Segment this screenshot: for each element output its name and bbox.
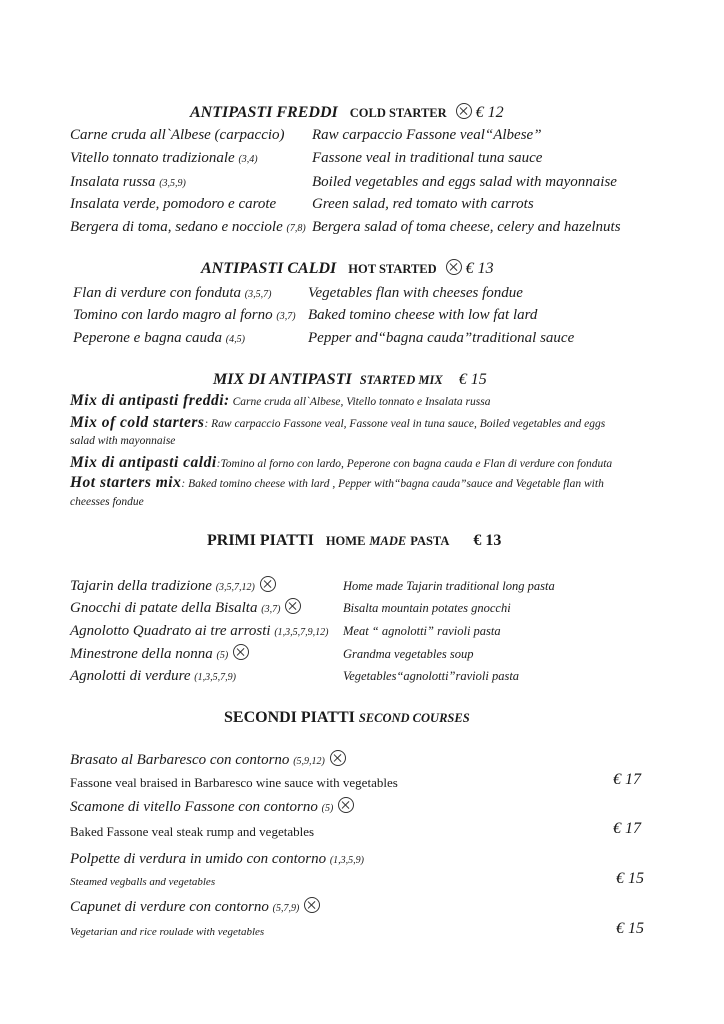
mix-description: : Raw carpaccio Fassone veal, Fassone veal in tuna sauce, Boiled vegetables and eggs	[204, 418, 606, 430]
menu-item-italian	[70, 598, 301, 620]
allergens: (5,7,9)	[272, 903, 300, 914]
menu-item-english: Baked tomino cheese with low fat lard	[308, 307, 538, 323]
heading-subtitle: COLD STARTER	[349, 106, 447, 120]
menu-item-english: Grandma vegetables soup	[343, 647, 474, 661]
item-name: Scamone di vitello Fassone con contorno	[70, 799, 318, 815]
heading-title: SECONDI PIATTI	[224, 709, 355, 726]
menu-item-english: Green salad, red tomato with carrots	[312, 196, 534, 212]
menu-item-italian	[70, 849, 364, 871]
menu-item-italian	[73, 328, 245, 350]
item-name: Insalata russa	[70, 174, 156, 190]
mix-item	[70, 473, 604, 494]
allergens: (3,5,7,12)	[215, 582, 255, 593]
section-heading-antipasti-caldi	[201, 259, 494, 279]
item-name: Gnocchi di patate della Bisalta	[70, 600, 258, 616]
heading-subtitle: HOT STARTED	[348, 262, 437, 276]
mix-label: Mix of cold starters	[70, 414, 205, 431]
allergens: (3,7)	[261, 604, 281, 615]
section-heading-mix-antipasti	[213, 370, 487, 390]
menu-item-italian	[70, 217, 306, 239]
item-name: Polpette di verdura in umido con contorno	[70, 851, 327, 867]
crossed-circle-icon	[260, 576, 276, 592]
item-price: € 17	[613, 820, 641, 837]
item-name: Capunet di verdure con contorno	[70, 899, 269, 915]
crossed-circle-icon	[330, 750, 346, 766]
crossed-circle-icon	[456, 103, 472, 119]
heading-subtitle: SECOND COURSES	[358, 711, 470, 725]
heading-title: MIX DI ANTIPASTI	[213, 371, 352, 388]
menu-item-english: Vegetables“agnolotti”ravioli pasta	[343, 669, 520, 683]
item-price: € 17	[613, 771, 641, 788]
crossed-circle-icon	[446, 259, 462, 275]
mix-description: Carne cruda all`Albese, Vitello tonnato e Insalata russa	[229, 396, 491, 408]
menu-item-english: Home made Tajarin traditional long pasta	[343, 579, 555, 593]
crossed-circle-icon	[233, 644, 249, 660]
menu-item-english: Fassone veal in traditional tuna sauce	[312, 150, 543, 166]
heading-price: € 13	[465, 260, 494, 277]
heading-price: € 13	[473, 532, 502, 549]
menu-item-italian	[70, 172, 186, 194]
menu-item-english: Pepper and“bagna cauda”traditional sauce	[308, 330, 575, 346]
allergens: (5,9,12)	[293, 756, 325, 767]
allergens: (7,8)	[286, 223, 306, 234]
menu-item-italian	[73, 283, 271, 305]
item-price: € 15	[616, 870, 644, 887]
menu-item-italian	[70, 644, 249, 666]
menu-item-italian	[70, 797, 354, 819]
item-name: Vitello tonnato tradizionale	[70, 150, 235, 166]
mix-label: Mix di antipasti freddi:	[70, 392, 230, 409]
item-name: Bergera di toma, sedano e nocciole	[70, 219, 283, 235]
crossed-circle-icon	[285, 598, 301, 614]
menu-item-english: Meat “ agnolotti” ravioli pasta	[343, 624, 501, 638]
menu-item-english: Steamed vegballs and vegetables	[70, 876, 216, 888]
section-heading-secondi	[224, 708, 470, 728]
allergens: (3,5,7)	[244, 289, 272, 300]
menu-item-english: Bisalta mountain potates gnocchi	[343, 601, 511, 615]
heading-title: PRIMI PIATTI	[207, 532, 314, 549]
item-name: Brasato al Barbaresco con contorno	[70, 752, 290, 768]
heading-title: ANTIPASTI FREDDI	[190, 104, 338, 121]
item-name: Insalata verde, pomodoro e carote	[70, 196, 277, 212]
section-heading-primi	[207, 531, 501, 551]
allergens: (5)	[321, 803, 334, 814]
item-name: Agnolotti di verdure	[70, 668, 191, 684]
menu-item-italian	[70, 750, 346, 772]
heading-subtitle: MADE	[369, 534, 407, 548]
menu-item-italian	[70, 576, 276, 598]
allergens: (3,5,9)	[159, 178, 186, 189]
mix-label: Mix di antipasti caldi	[70, 454, 217, 471]
allergens: (1,3,5,9)	[329, 855, 364, 866]
item-name: Tomino con lardo magro al forno	[73, 307, 273, 323]
mix-description-continued: cheesses fondue	[70, 496, 144, 508]
allergens: (1,3,5,7,9,12)	[274, 627, 329, 638]
menu-item-italian	[73, 305, 296, 327]
menu-item-english: Baked Fassone veal steak rump and vegetables	[70, 824, 315, 839]
heading-subtitle: PASTA	[410, 534, 450, 548]
mix-label: Hot starters mix	[70, 474, 182, 491]
crossed-circle-icon	[304, 897, 320, 913]
item-name: Peperone e bagna cauda	[73, 330, 222, 346]
heading-price: € 15	[458, 371, 487, 388]
item-name: Agnolotto Quadrato ai tre arrosti	[70, 623, 271, 639]
menu-item-english: Raw carpaccio Fassone veal“Albese”	[312, 127, 542, 143]
mix-item	[70, 391, 490, 412]
menu-item-italian	[70, 194, 276, 214]
item-name: Carne cruda all`Albese (carpaccio)	[70, 127, 285, 143]
heading-subtitle: STARTED MIX	[359, 373, 443, 387]
menu-item-english: Fassone veal braised in Barbaresco wine sauce with vegetables	[70, 775, 398, 790]
menu-item-english: Boiled vegetables and eggs salad with mayonnaise	[312, 174, 617, 190]
heading-price: € 12	[475, 104, 504, 121]
mix-item	[70, 453, 612, 474]
mix-description: : Baked tomino cheese with lard , Pepper with“bagna cauda”sauce and Vegetable flan with	[181, 478, 604, 490]
allergens: (5)	[216, 650, 229, 661]
menu-item-english: Vegetables flan with cheeses fondue	[308, 285, 523, 301]
item-name: Tajarin della tradizione	[70, 578, 212, 594]
menu-item-italian	[70, 125, 285, 145]
heading-title: ANTIPASTI CALDI	[201, 260, 337, 277]
allergens: (4,5)	[225, 334, 245, 345]
mix-description: :Tomino al forno con lardo, Peperone con bagna cauda e Flan di verdure con fonduta	[216, 458, 613, 470]
menu-item-italian	[70, 148, 258, 170]
allergens: (1,3,5,7,9)	[194, 672, 236, 683]
menu-item-english: Bergera salad of toma cheese, celery and hazelnuts	[312, 219, 621, 235]
mix-description-continued: salad with mayonnaise	[70, 435, 176, 447]
item-name: Minestrone della nonna	[70, 646, 213, 662]
item-name: Flan di verdure con fonduta	[73, 285, 242, 301]
menu-item-english: Vegetarian and rice roulade with vegetables	[70, 926, 265, 938]
menu-item-italian	[70, 621, 329, 643]
item-price: € 15	[616, 920, 644, 937]
heading-subtitle: HOME	[325, 534, 366, 548]
allergens: (3,4)	[238, 154, 258, 165]
crossed-circle-icon	[338, 797, 354, 813]
section-heading-antipasti-freddi	[190, 103, 504, 123]
menu-item-italian	[70, 897, 320, 919]
allergens: (3,7)	[276, 311, 296, 322]
menu-item-italian	[70, 666, 236, 688]
